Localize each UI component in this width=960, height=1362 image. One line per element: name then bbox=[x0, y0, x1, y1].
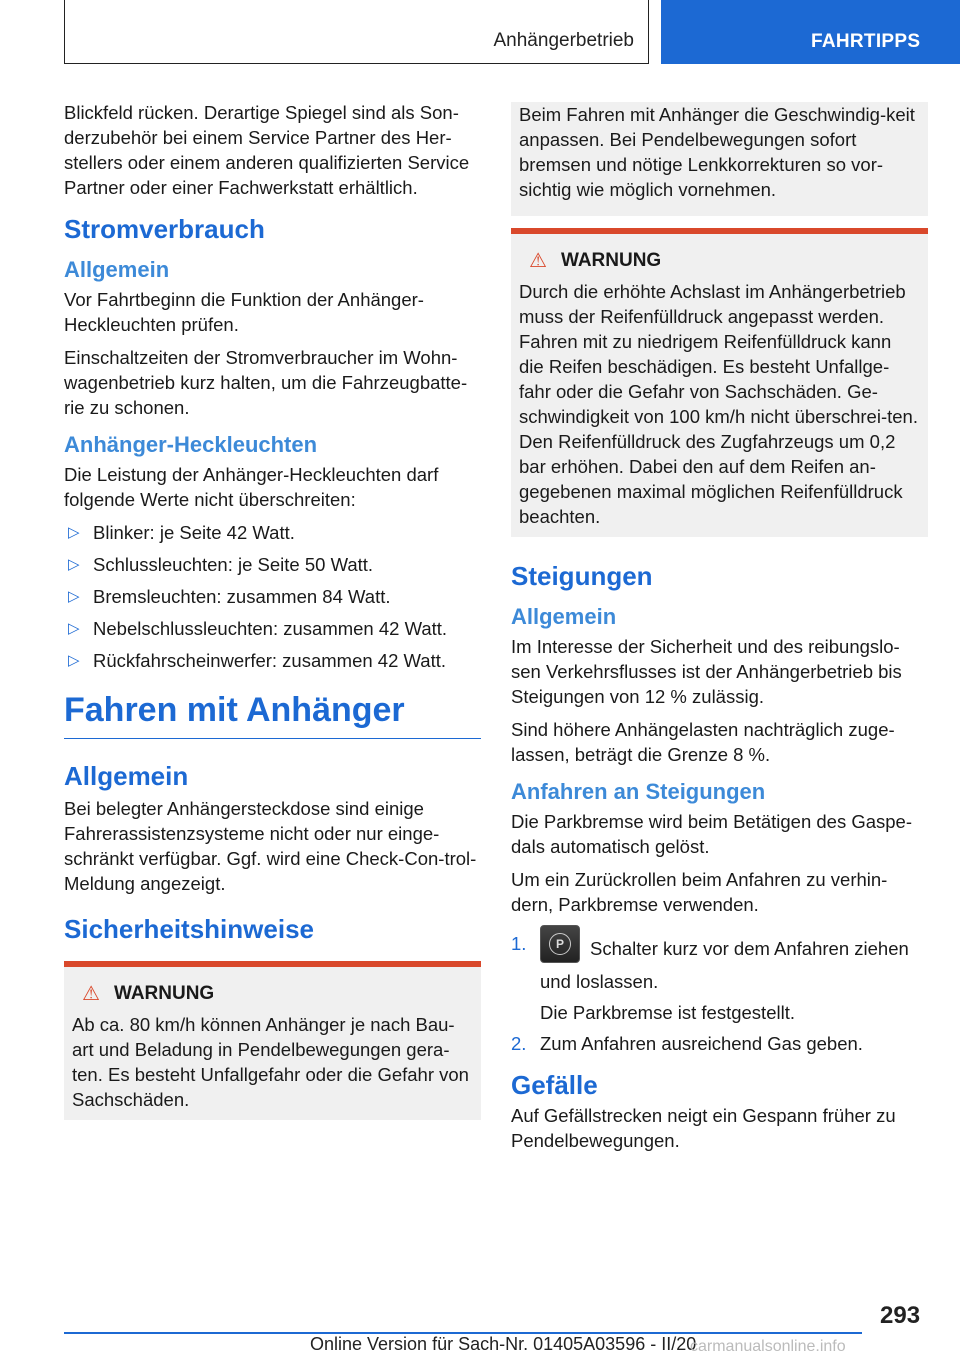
paragraph: Sind höhere Anhängelasten nachträglich zuge-lassen, beträgt die Grenze 8 %. bbox=[511, 719, 895, 765]
header-section-label: Anhängerbetrieb bbox=[493, 30, 634, 51]
triangle-bullet-icon: ▷ bbox=[68, 588, 80, 605]
header-chapter-label: FAHRTIPPS bbox=[811, 31, 921, 52]
list-item: ▷ Rückfahrscheinwerfer: zusammen 42 Watt. bbox=[68, 650, 446, 671]
paragraph: Vor Fahrtbeginn die Funktion der Anhänger-Heckleuchten prüfen. bbox=[64, 289, 424, 335]
right-column bbox=[511, 102, 928, 1161]
warning-triangle-icon: ⚠ bbox=[82, 983, 100, 1005]
list-item: 2. Zum Anfahren ausreichend Gas geben. bbox=[511, 1033, 863, 1054]
paragraph: Bei belegter Anhängersteckdose sind einige Fahrerassistenzsysteme nicht oder nur einge-schränkt verfügbar. Ggf. wird eine Check-Con-trol-Meldung angezeigt. bbox=[64, 798, 477, 894]
triangle-bullet-icon: ▷ bbox=[68, 556, 80, 573]
heading-stromverbrauch: Stromverbrauch bbox=[64, 214, 265, 244]
paragraph: Die Parkbremse wird beim Betätigen des Gaspe-dals automatisch gelöst. bbox=[511, 811, 913, 857]
paragraph: Die Leistung der Anhänger-Heckleuchten darf folgende Werte nicht überschreiten: bbox=[64, 464, 439, 510]
paragraph: Einschaltzeiten der Stromverbraucher im Wohn-wagenbetrieb kurz halten, um die Fahrzeugbatte-rie zu schonen. bbox=[64, 347, 468, 418]
warning-box bbox=[511, 228, 928, 537]
warning-text: Ab ca. 80 km/h können Anhänger je nach Bau-art und Beladung in Pendelbewegungen gera-ten. Es besteht Unfallgefahr oder die Gefahr von Sachschäden. bbox=[72, 1014, 469, 1110]
list-item: ▷ Schlussleuchten: je Seite 50 Watt. bbox=[68, 554, 374, 575]
bullet-list bbox=[64, 520, 481, 673]
online-version-text: Online Version für Sach-Nr. 01405A03596 - II/20 bbox=[310, 1334, 697, 1354]
page-number: 293 bbox=[880, 1302, 921, 1329]
triangle-bullet-icon: ▷ bbox=[68, 620, 80, 637]
heading-sicherheitshinweise: Sicherheitshinweise bbox=[64, 914, 314, 944]
triangle-bullet-icon: ▷ bbox=[68, 524, 80, 541]
heading-anfahren-an-steigungen: Anfahren an Steigungen bbox=[511, 779, 766, 804]
heading-gefaelle: Gefälle bbox=[511, 1070, 598, 1100]
warning-title: WARNUNG bbox=[113, 982, 215, 1004]
heading-allgemein-1: Allgemein bbox=[64, 257, 170, 282]
heading-fahren-mit-anhaenger: Fahren mit Anhänger bbox=[64, 691, 481, 739]
left-column bbox=[64, 100, 481, 1120]
header-section-tab bbox=[64, 0, 649, 64]
list-item: ▷ Nebelschlussleuchten: zusammen 42 Watt. bbox=[68, 618, 448, 639]
header-chapter-tab bbox=[661, 0, 960, 64]
warning-triangle-icon: ⚠ bbox=[529, 250, 547, 272]
list-item: 1. P Schalter kurz vor dem Anfahren ziehen und loslassen. Die Parkbremse ist festgestellt. bbox=[511, 931, 928, 1025]
parking-brake-icon: P bbox=[540, 925, 580, 963]
paragraph: Um ein Zurückrollen beim Anfahren zu verhin-dern, Parkbremse verwenden. bbox=[511, 869, 888, 915]
list-item: ▷ Bremsleuchten: zusammen 84 Watt. bbox=[68, 586, 391, 607]
paragraph: Auf Gefällstrecken neigt ein Gespann früher zu Pendelbewegungen. bbox=[511, 1105, 896, 1151]
warning-box bbox=[64, 961, 481, 1120]
watermark: carmanualsonline.info bbox=[690, 1338, 846, 1355]
warning-continuation-box bbox=[511, 102, 928, 216]
triangle-bullet-icon: ▷ bbox=[68, 652, 80, 669]
heading-allgemein-3: Allgemein bbox=[511, 604, 617, 629]
list-item: ▷ Blinker: je Seite 42 Watt. bbox=[68, 522, 295, 543]
paragraph: Im Interesse der Sicherheit und des reibungslo-sen Verkehrsflusses ist der Anhängerbetrieb bis Steigungen von 12 % zulässig. bbox=[511, 636, 902, 707]
warning-text: Durch die erhöhte Achslast im Anhängerbetrieb muss der Reifenfülldruck angepasst werden. Fahren mit zu niedrigem Reifenfülldruck kann die Reifen beschädigen. Es besteht Unfallge-fahr oder die Gefahr von Sachschäden. Ge-schwindigkeit von 100 km/h nicht überschrei-ten. Den Reifenfülldruck des Zugfahrzeugs um 0,2 bar erhöhen. Dabei den auf dem Reifen an-gegebenen maximal möglichen Reifenfülldruck beachten. bbox=[519, 281, 918, 527]
step-list bbox=[511, 931, 928, 1056]
warning-title: WARNUNG bbox=[560, 249, 662, 271]
intro-paragraph: Blickfeld rücken. Derartige Spiegel sind als Son-derzubehör bei einem Service Partner des Her-stellers oder einem anderen qualifizierten Service Partner oder einer Fachwerkstatt erhältlich. bbox=[64, 102, 470, 198]
warning-continuation-text: Beim Fahren mit Anhänger die Geschwindig-keit anpassen. Bei Pendelbewegungen sofort bremsen und nötige Lenkkorrekturen so vor-sichtig wie möglich vornehmen. bbox=[519, 104, 915, 200]
heading-heckleuchten: Anhänger-Heckleuchten bbox=[64, 432, 318, 457]
heading-steigungen: Steigungen bbox=[511, 561, 653, 591]
heading-allgemein-2: Allgemein bbox=[64, 761, 189, 791]
